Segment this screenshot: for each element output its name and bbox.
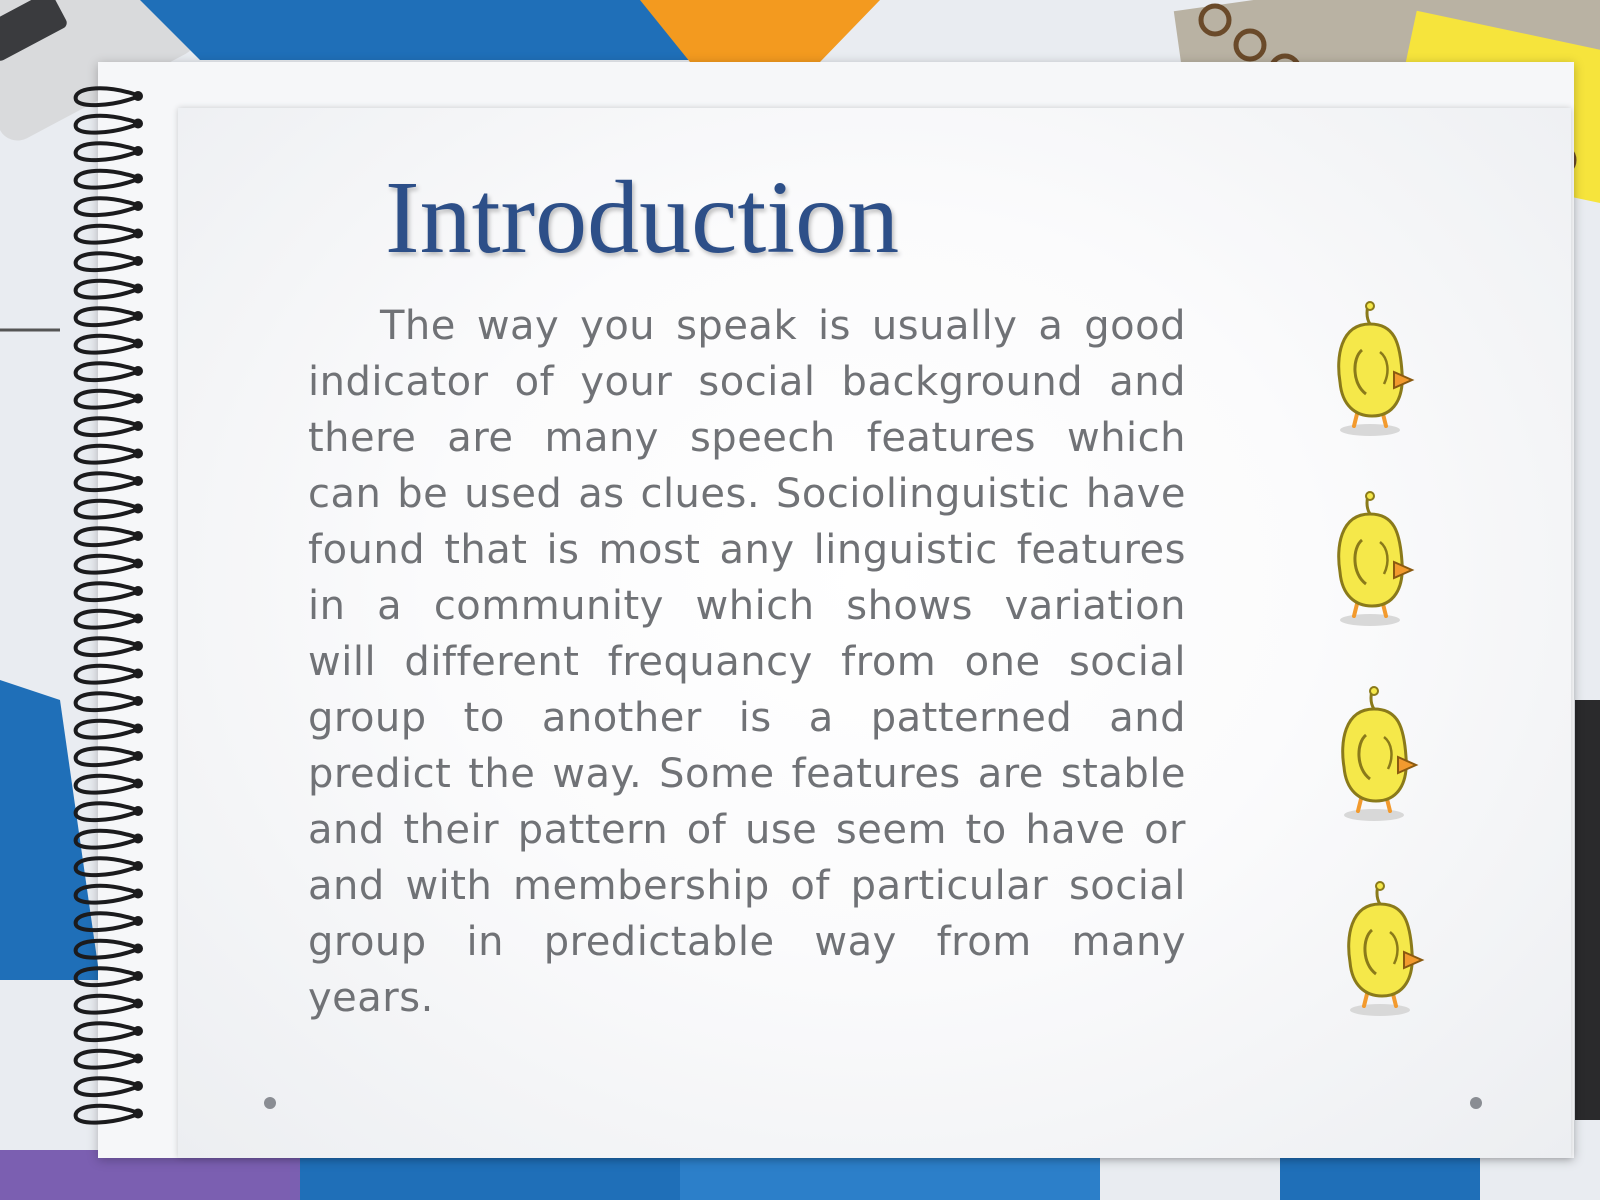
slide-title: Introduction: [385, 160, 900, 275]
duck-icon: [1322, 488, 1418, 628]
chart-bar-top-blue: [140, 0, 700, 60]
bottom-blue-bar-2: [680, 1155, 1100, 1200]
duck-icon: [1326, 683, 1422, 823]
pin-right: [1470, 1097, 1482, 1109]
duck-icon: [1322, 298, 1418, 438]
pin-left: [264, 1097, 276, 1109]
slide-body-text: The way you speak is usually a good indicator of your social background and there are many speech features which can be used as clues. Sociolinguistic have found that is most any linguistic features in a community which shows variation will different frequancy from one social group to another is a patterned and predict the way. Some features are stable and their pattern of use seem to have or and with membership of particular social group in predictable way from many years.: [308, 303, 1186, 1021]
duck-icon: [1332, 878, 1428, 1018]
pen-right: [1575, 700, 1600, 1120]
spiral-binding: [62, 78, 152, 1138]
